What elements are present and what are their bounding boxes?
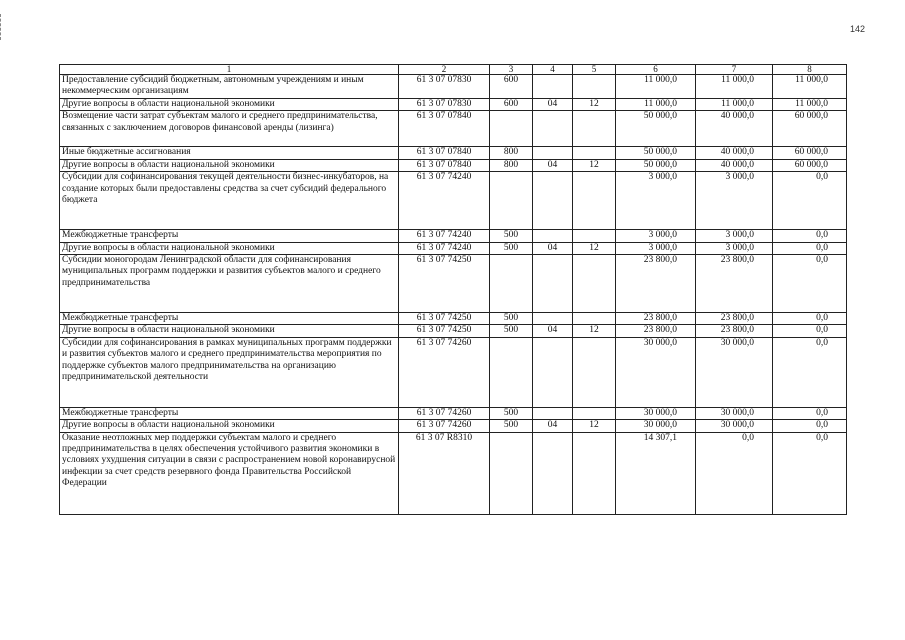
target-code: 61 3 07 74260	[399, 337, 490, 407]
table-row	[60, 147, 847, 159]
amount-col-6: 23 800,0	[616, 325, 696, 337]
section-code	[533, 75, 573, 99]
row-name: Другие вопросы в области национальной экономики	[60, 420, 399, 432]
amount-col-6: 23 800,0	[616, 255, 696, 313]
column-header: 8	[773, 65, 847, 75]
section-code: 04	[533, 242, 573, 254]
table-row	[60, 407, 847, 419]
expense-type	[490, 111, 533, 147]
target-code: 61 3 07 74250	[399, 313, 490, 325]
row-name: Другие вопросы в области национальной экономики	[60, 159, 399, 171]
subsection-code: 12	[573, 420, 616, 432]
amount-col-8: 0,0	[773, 242, 847, 254]
amount-col-6: 11 000,0	[616, 75, 696, 99]
column-header: 7	[696, 65, 773, 75]
section-code	[533, 172, 573, 230]
page-number: 142	[850, 24, 866, 34]
amount-col-6: 14 307,1	[616, 432, 696, 514]
section-code	[533, 337, 573, 407]
expense-type: 500	[490, 230, 533, 242]
target-code: 61 3 07 07830	[399, 99, 490, 111]
column-header: 2	[399, 65, 490, 75]
section-code	[533, 313, 573, 325]
subsection-code	[573, 255, 616, 313]
table-row	[60, 313, 847, 325]
amount-col-6: 3 000,0	[616, 172, 696, 230]
amount-col-7: 30 000,0	[696, 337, 773, 407]
row-name: Другие вопросы в области национальной экономики	[60, 242, 399, 254]
amount-col-8: 11 000,0	[773, 99, 847, 111]
section-code: 04	[533, 420, 573, 432]
target-code: 61 3 07 74240	[399, 172, 490, 230]
amount-col-6: 30 000,0	[616, 337, 696, 407]
amount-col-8: 0,0	[773, 313, 847, 325]
table-row	[60, 111, 847, 147]
subsection-code	[573, 432, 616, 514]
target-code: 61 3 07 07840	[399, 111, 490, 147]
amount-col-6: 50 000,0	[616, 159, 696, 171]
expense-type	[490, 432, 533, 514]
amount-col-7: 11 000,0	[696, 99, 773, 111]
column-header: 3	[490, 65, 533, 75]
target-code: 61 3 07 74260	[399, 420, 490, 432]
column-header: 5	[573, 65, 616, 75]
amount-col-6: 30 000,0	[616, 407, 696, 419]
amount-col-8: 0,0	[773, 432, 847, 514]
row-name: Межбюджетные трансферты	[60, 230, 399, 242]
amount-col-7: 40 000,0	[696, 159, 773, 171]
expense-type	[490, 172, 533, 230]
subsection-code	[573, 407, 616, 419]
row-name: Субсидии моногородам Ленинградской области для софинансирования муниципальных программ поддержки и развития субъектов малого и среднего предпринимательства	[60, 255, 399, 313]
section-code	[533, 111, 573, 147]
table-row	[60, 99, 847, 111]
expense-type: 500	[490, 313, 533, 325]
amount-col-6: 30 000,0	[616, 420, 696, 432]
amount-col-8: 60 000,0	[773, 147, 847, 159]
amount-col-7: 23 800,0	[696, 255, 773, 313]
table-row	[60, 172, 847, 230]
section-code	[533, 147, 573, 159]
table-row	[60, 337, 847, 407]
target-code: 61 3 07 07840	[399, 147, 490, 159]
table-row	[60, 159, 847, 171]
amount-col-6: 23 800,0	[616, 313, 696, 325]
expense-type: 600	[490, 75, 533, 99]
amount-col-6: 11 000,0	[616, 99, 696, 111]
target-code: 61 3 07 74250	[399, 255, 490, 313]
section-code: 04	[533, 325, 573, 337]
amount-col-8: 0,0	[773, 230, 847, 242]
table-row	[60, 75, 847, 99]
section-code	[533, 255, 573, 313]
table-row	[60, 325, 847, 337]
amount-col-8: 60 000,0	[773, 111, 847, 147]
amount-col-7: 3 000,0	[696, 230, 773, 242]
amount-col-6: 3 000,0	[616, 242, 696, 254]
table-row	[60, 420, 847, 432]
subsection-code	[573, 147, 616, 159]
amount-col-8: 0,0	[773, 407, 847, 419]
target-code: 61 3 07 07840	[399, 159, 490, 171]
amount-col-8: 60 000,0	[773, 159, 847, 171]
section-code	[533, 407, 573, 419]
row-name: Оказание неотложных мер поддержки субъектам малого и среднего предпринимательства в целях обеспечения устойчивого развития экономики в условиях ухудшения ситуации в связи с распространением новой коронавирусной инфекции за счет средств резервного фонда Правительства Российской Федерации	[60, 432, 399, 514]
table-row	[60, 230, 847, 242]
amount-col-7: 40 000,0	[696, 147, 773, 159]
amount-col-7: 3 000,0	[696, 172, 773, 230]
expense-type: 500	[490, 242, 533, 254]
column-header: 4	[533, 65, 573, 75]
subsection-code	[573, 337, 616, 407]
section-code	[533, 432, 573, 514]
amount-col-8: 11 000,0	[773, 75, 847, 99]
subsection-code: 12	[573, 242, 616, 254]
table-row	[60, 432, 847, 514]
expense-type: 500	[490, 325, 533, 337]
amount-col-7: 23 800,0	[696, 325, 773, 337]
row-name: Возмещение части затрат субъектам малого и среднего предпринимательства, связанных с заключением договоров финансовой аренды (лизинга)	[60, 111, 399, 147]
target-code: 61 3 07 R8310	[399, 432, 490, 514]
amount-col-7: 11 000,0	[696, 75, 773, 99]
amount-col-7: 30 000,0	[696, 407, 773, 419]
row-name: Субсидии для софинансирования в рамках муниципальных программ поддержки и развития субъектов малого и среднего предпринимательства мероприятия по поддержке субъектов малого предпринимательства на организацию предпринимательской деятельности	[60, 337, 399, 407]
row-name: Субсидии для софинансирования текущей деятельности бизнес-инкубаторов, на создание которых были предоставлены средства за счет субсидий федерального бюджета	[60, 172, 399, 230]
target-code: 61 3 07 74250	[399, 325, 490, 337]
subsection-code: 12	[573, 159, 616, 171]
subsection-code: 12	[573, 99, 616, 111]
expense-type: 800	[490, 159, 533, 171]
amount-col-8: 0,0	[773, 172, 847, 230]
section-code: 04	[533, 99, 573, 111]
amount-col-8: 0,0	[773, 337, 847, 407]
row-name: Предоставление субсидий бюджетным, автономным учреждениям и иным некоммерческим организациям	[60, 75, 399, 99]
amount-col-7: 40 000,0	[696, 111, 773, 147]
scan-edge-mark	[0, 14, 3, 40]
target-code: 61 3 07 74240	[399, 242, 490, 254]
expense-type: 600	[490, 99, 533, 111]
target-code: 61 3 07 74260	[399, 407, 490, 419]
subsection-code: 12	[573, 325, 616, 337]
row-name: Межбюджетные трансферты	[60, 407, 399, 419]
subsection-code	[573, 75, 616, 99]
column-header: 1	[60, 65, 399, 75]
row-name: Иные бюджетные ассигнования	[60, 147, 399, 159]
subsection-code	[573, 172, 616, 230]
budget-table	[59, 64, 847, 515]
target-code: 61 3 07 07830	[399, 75, 490, 99]
amount-col-8: 0,0	[773, 255, 847, 313]
table-row	[60, 255, 847, 313]
expense-type: 800	[490, 147, 533, 159]
expense-type	[490, 255, 533, 313]
subsection-code	[573, 313, 616, 325]
amount-col-6: 50 000,0	[616, 111, 696, 147]
amount-col-8: 0,0	[773, 420, 847, 432]
amount-col-8: 0,0	[773, 325, 847, 337]
section-code	[533, 230, 573, 242]
amount-col-7: 30 000,0	[696, 420, 773, 432]
row-name: Другие вопросы в области национальной экономики	[60, 99, 399, 111]
section-code: 04	[533, 159, 573, 171]
expense-type: 500	[490, 407, 533, 419]
expense-type: 500	[490, 420, 533, 432]
column-header: 6	[616, 65, 696, 75]
amount-col-6: 50 000,0	[616, 147, 696, 159]
row-name: Другие вопросы в области национальной экономики	[60, 325, 399, 337]
subsection-code	[573, 111, 616, 147]
subsection-code	[573, 230, 616, 242]
header-row	[60, 65, 847, 75]
table-row	[60, 242, 847, 254]
amount-col-7: 23 800,0	[696, 313, 773, 325]
amount-col-6: 3 000,0	[616, 230, 696, 242]
amount-col-7: 0,0	[696, 432, 773, 514]
row-name: Межбюджетные трансферты	[60, 313, 399, 325]
expense-type	[490, 337, 533, 407]
target-code: 61 3 07 74240	[399, 230, 490, 242]
amount-col-7: 3 000,0	[696, 242, 773, 254]
